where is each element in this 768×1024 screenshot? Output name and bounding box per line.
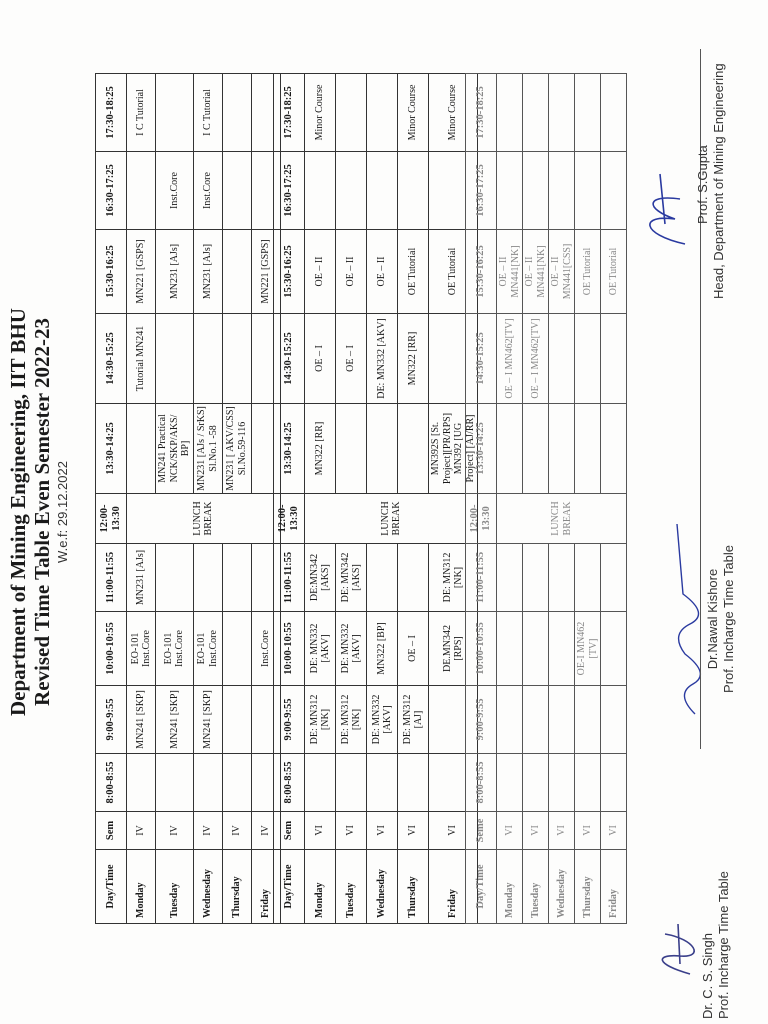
timetable-cell xyxy=(156,754,194,812)
timetable-cell: OE – II MN441[NK] xyxy=(523,230,549,314)
timetable-cell xyxy=(497,754,523,812)
timetable-cell: OE Tutorial xyxy=(575,230,601,314)
timetable-cell xyxy=(549,544,575,612)
timetable-cell: OE – II xyxy=(305,230,336,314)
day-cell: Tuesday xyxy=(336,850,367,924)
timetable-cell: MN221 [GSPS] xyxy=(251,230,280,314)
timetable-cell xyxy=(222,74,251,152)
signature-s-gupta xyxy=(695,9,728,299)
timetable-cell: OE – I xyxy=(398,612,429,686)
timetable-cell: OE – II MN441[CSS] xyxy=(549,230,575,314)
timetable-cell xyxy=(222,754,251,812)
timetable-cell xyxy=(549,404,575,494)
column-header: 15:30-16:25 xyxy=(466,230,497,314)
semester-cell: VI xyxy=(367,812,398,850)
timetable-cell: OE-I MN462 [TV] xyxy=(575,612,601,686)
day-cell: Thursday xyxy=(222,850,251,924)
timetable-cell: MN231 [ AKV/CSS] Sl.No.59-116 xyxy=(222,404,251,494)
semester-cell: VI xyxy=(497,812,523,850)
timetable-cell xyxy=(222,612,251,686)
timetable-cell xyxy=(575,404,601,494)
timetable-cell: Inst.Core xyxy=(156,152,194,230)
lunch-break-cell: LUNCH BREAK xyxy=(497,494,627,544)
column-header: 9:00-9:55 xyxy=(274,686,305,754)
semester-cell: IV xyxy=(222,812,251,850)
timetable-cell xyxy=(549,612,575,686)
table-row xyxy=(305,74,336,924)
timetable-cell xyxy=(398,152,429,230)
timetable-cell xyxy=(497,74,523,152)
timetable-cell: Inst.Core xyxy=(193,152,222,230)
timetable-cell xyxy=(367,754,398,812)
column-header: Sem xyxy=(274,812,305,850)
day-cell: Monday xyxy=(497,850,523,924)
timetable-cell xyxy=(305,754,336,812)
timetable-cell xyxy=(222,230,251,314)
timetable-cell xyxy=(398,404,429,494)
timetable-cell xyxy=(497,686,523,754)
day-cell: Thursday xyxy=(398,850,429,924)
day-cell: Friday xyxy=(601,850,627,924)
lunch-break-cell: LUNCH BREAK xyxy=(127,494,281,544)
column-header: 10:00-10:55 xyxy=(96,612,127,686)
timetable-cell xyxy=(601,544,627,612)
column-header: Day/Time xyxy=(96,850,127,924)
timetable-cell xyxy=(575,754,601,812)
timetable-cell: Tutorial MN241 xyxy=(127,314,156,404)
day-cell: Friday xyxy=(429,850,478,924)
timetable-cell xyxy=(575,152,601,230)
column-header: 15:30-16:25 xyxy=(274,230,305,314)
timetable-cell: MN231 [AJs] xyxy=(193,230,222,314)
timetable-open-electives xyxy=(465,73,627,924)
timetable-cell xyxy=(523,404,549,494)
semester-cell: VI xyxy=(336,812,367,850)
column-header: 12:00-13:30 xyxy=(96,494,127,544)
column-header: 13:30-14:25 xyxy=(274,404,305,494)
timetable-cell xyxy=(367,404,398,494)
day-cell: Monday xyxy=(305,850,336,924)
timetable-cell: I C Tutorial xyxy=(193,74,222,152)
timetable-cell: MN241 [SKP] xyxy=(127,686,156,754)
day-cell: Wednesday xyxy=(367,850,398,924)
timetable-cell: MN392S [St. Project][PR/RPS] MN392 [UG Project] [AJ/RR] xyxy=(429,404,478,494)
timetable-cell: OE – I MN462[TV] xyxy=(497,314,523,404)
timetable-cell xyxy=(367,152,398,230)
timetable-cell xyxy=(601,754,627,812)
timetable-cell: MN322 [BP] xyxy=(367,612,398,686)
day-cell: Wednesday xyxy=(549,850,575,924)
timetable-cell xyxy=(156,544,194,612)
column-header: 16:30-17:25 xyxy=(274,152,305,230)
timetable-cell: DE: MN312 [NK] xyxy=(305,686,336,754)
timetable-cell: DE: MN312 [AJ] xyxy=(398,686,429,754)
timetable-cell xyxy=(367,544,398,612)
timetable-cell xyxy=(398,544,429,612)
column-header: Seme xyxy=(466,812,497,850)
timetable-cell: MN322 [RR] xyxy=(305,404,336,494)
timetable-cell xyxy=(601,74,627,152)
timetable-cell: MN241 Practical NCK/SKP/AKS/ BP] xyxy=(156,404,194,494)
timetable-cell xyxy=(156,314,194,404)
timetable-cell: Minor Course xyxy=(305,74,336,152)
column-header: 9:00-9:55 xyxy=(96,686,127,754)
timetable-cell xyxy=(523,686,549,754)
semester-cell: VI xyxy=(601,812,627,850)
timetable-cell xyxy=(336,404,367,494)
timetable-cell xyxy=(575,544,601,612)
timetable-cell xyxy=(305,152,336,230)
timetable-cell: EO-101 Inst.Core xyxy=(127,612,156,686)
column-header: 11:00-11:55 xyxy=(466,544,497,612)
timetable-cell: EO-101 Inst.Core xyxy=(193,612,222,686)
table-row xyxy=(127,74,156,924)
timetable-cell xyxy=(523,754,549,812)
signature-mark-left xyxy=(650,914,700,984)
timetable-cell xyxy=(222,152,251,230)
timetable-cell: DE: MN312 [NK] xyxy=(336,686,367,754)
semester-cell: IV xyxy=(156,812,194,850)
effective-date: W.e.f: 29.12.2022 xyxy=(55,461,70,563)
semester-cell: IV xyxy=(251,812,280,850)
table-header-row xyxy=(96,74,127,924)
timetable-cell: I C Tutorial xyxy=(127,74,156,152)
timetable-cell: OE – II xyxy=(336,230,367,314)
timetable-cell: OE – II xyxy=(367,230,398,314)
timetable-sem-vi xyxy=(273,73,478,924)
timetable-cell xyxy=(193,754,222,812)
timetable-cell: DE.MN342 [RPS] xyxy=(429,612,478,686)
semester-cell: IV xyxy=(193,812,222,850)
timetable-cell xyxy=(601,612,627,686)
timetable-cell xyxy=(549,314,575,404)
timetable-title: Revised Time Table Even Semester 2022-23 xyxy=(30,318,54,706)
column-header: 12:00-13:30 xyxy=(466,494,497,544)
timetable-cell xyxy=(336,152,367,230)
timetable-cell xyxy=(336,754,367,812)
timetable-cell xyxy=(497,612,523,686)
column-header: 14:30-15:25 xyxy=(466,314,497,404)
timetable-cell: OE Tutorial xyxy=(601,230,627,314)
column-header: 14:30-15:25 xyxy=(274,314,305,404)
timetable-cell: MN231 [AJs / SrKS] Sl.No.1 -58 xyxy=(193,404,222,494)
column-header: 11:00-11:55 xyxy=(274,544,305,612)
timetable-cell: MN322 [RR] xyxy=(398,314,429,404)
timetable-cell xyxy=(127,404,156,494)
timetable-cell xyxy=(523,544,549,612)
column-header: 17:30-18:25 xyxy=(466,74,497,152)
day-cell: Monday xyxy=(127,850,156,924)
timetable-cell: Minor Course xyxy=(429,74,478,152)
day-cell: Tuesday xyxy=(156,850,194,924)
semester-cell: VI xyxy=(305,812,336,850)
column-header: Day/Time xyxy=(466,850,497,924)
timetable-cell: OE – II MN441[NK] xyxy=(497,230,523,314)
timetable-cell xyxy=(127,152,156,230)
column-header: 8:00-8:55 xyxy=(96,754,127,812)
timetable-cell xyxy=(222,544,251,612)
signature-nawal-kishore xyxy=(705,504,738,734)
column-header: 10:00-10:55 xyxy=(274,612,305,686)
timetable-cell: MN231 [AJs] xyxy=(127,544,156,612)
column-header: 12:00-13:30 xyxy=(274,494,305,544)
semester-cell: VI xyxy=(575,812,601,850)
timetable-cell: OE – I xyxy=(305,314,336,404)
column-header: 9:00-9:55 xyxy=(466,686,497,754)
timetable-cell xyxy=(523,612,549,686)
column-header: 10:00-10:55 xyxy=(466,612,497,686)
timetable-cell: DE: MN342 [AKS] xyxy=(336,544,367,612)
timetable-cell xyxy=(367,74,398,152)
timetable-cell xyxy=(549,686,575,754)
signatory-name: Dr. C. S. Singh xyxy=(700,933,715,1019)
department-heading: Department of Mining Engineering, IIT BHU xyxy=(6,308,30,716)
timetable-cell: DE: MN332 [AKV] xyxy=(367,314,398,404)
signature-mark-middle xyxy=(665,504,705,724)
timetable-cell xyxy=(398,754,429,812)
column-header: 17:30-18:25 xyxy=(96,74,127,152)
timetable-cell xyxy=(601,404,627,494)
timetable-sem-iv xyxy=(95,73,281,924)
signatory-role: Head, Department of Mining Engineering xyxy=(711,63,727,299)
timetable-cell: OE Tutorial xyxy=(398,230,429,314)
timetable-cell xyxy=(497,544,523,612)
timetable-cell: Inst.Core xyxy=(251,612,280,686)
timetable-cell xyxy=(575,74,601,152)
timetable-cell xyxy=(601,686,627,754)
timetable-cell: OE – I MN462[TV] xyxy=(523,314,549,404)
timetable-cell: MN241 [SKP] xyxy=(156,686,194,754)
timetable-cell: DE: MN312 [NK] xyxy=(429,544,478,612)
semester-cell: VI xyxy=(523,812,549,850)
column-header: Day/Time xyxy=(274,850,305,924)
timetable-cell xyxy=(156,74,194,152)
day-cell: Thursday xyxy=(575,850,601,924)
timetable-cell: MN241 [SKP] xyxy=(193,686,222,754)
column-header: 17:30-18:25 xyxy=(274,74,305,152)
signatory-role: Prof. Incharge Time Table xyxy=(721,545,737,693)
timetable-cell: DE: MN332 [AKV] xyxy=(336,612,367,686)
column-header: 15:30-16:25 xyxy=(96,230,127,314)
column-header: 16:30-17:25 xyxy=(96,152,127,230)
table-row xyxy=(497,74,523,924)
timetable-cell xyxy=(497,404,523,494)
semester-cell: VI xyxy=(549,812,575,850)
column-header: 13:30-14:25 xyxy=(466,404,497,494)
column-header: 16:30-17:25 xyxy=(466,152,497,230)
semester-cell: VI xyxy=(429,812,478,850)
column-header: 14:30-15:25 xyxy=(96,314,127,404)
timetable-cell xyxy=(549,152,575,230)
timetable-cell: MN221 [GSPS] xyxy=(127,230,156,314)
signatory-role: Prof. Incharge Time Table xyxy=(716,871,732,1019)
timetable-cell xyxy=(601,152,627,230)
timetable-cell xyxy=(222,314,251,404)
signature-cs-singh xyxy=(700,871,733,1019)
day-cell: Wednesday xyxy=(193,850,222,924)
table-header-row xyxy=(274,74,305,924)
timetable-cell: MN231 [AJs] xyxy=(156,230,194,314)
timetable-cell xyxy=(222,686,251,754)
timetable-cell: DE: MN332 [AKV] xyxy=(305,612,336,686)
timetable-cell: OE – I xyxy=(336,314,367,404)
timetable-cell: DE:MN342 [AKS] xyxy=(305,544,336,612)
timetable-cell xyxy=(549,74,575,152)
table-header-row xyxy=(466,74,497,924)
timetable-cell xyxy=(523,152,549,230)
timetable-cell xyxy=(575,686,601,754)
timetable-cell: EO-101 Inst.Core xyxy=(156,612,194,686)
timetable-cell: OE Tutorial xyxy=(429,230,478,314)
day-cell: Friday xyxy=(251,850,280,924)
lunch-break-cell: LUNCH BREAK xyxy=(305,494,478,544)
timetable-cell xyxy=(549,754,575,812)
column-header: 13:30-14:25 xyxy=(96,404,127,494)
timetable-cell: Minor Course xyxy=(398,74,429,152)
timetable-cell xyxy=(497,152,523,230)
column-header: Sem xyxy=(96,812,127,850)
signatory-name: Dr.Nawal Kishore xyxy=(705,568,720,670)
column-header: 8:00-8:55 xyxy=(274,754,305,812)
timetable-cell xyxy=(193,314,222,404)
timetable-cell: DE: MN332 [AKV] xyxy=(367,686,398,754)
timetable-cell xyxy=(336,74,367,152)
timetable-cell xyxy=(575,314,601,404)
signature-mark-right xyxy=(635,164,695,254)
day-cell: Tuesday xyxy=(523,850,549,924)
semester-cell: VI xyxy=(398,812,429,850)
timetable-cell xyxy=(193,544,222,612)
column-header: 11:00-11:55 xyxy=(96,544,127,612)
timetable-cell xyxy=(127,754,156,812)
timetable-cell xyxy=(523,74,549,152)
column-header: 8:00-8:55 xyxy=(466,754,497,812)
timetable-cell xyxy=(601,314,627,404)
semester-cell: IV xyxy=(127,812,156,850)
signatory-name: Prof. S.Gupta xyxy=(695,145,710,224)
